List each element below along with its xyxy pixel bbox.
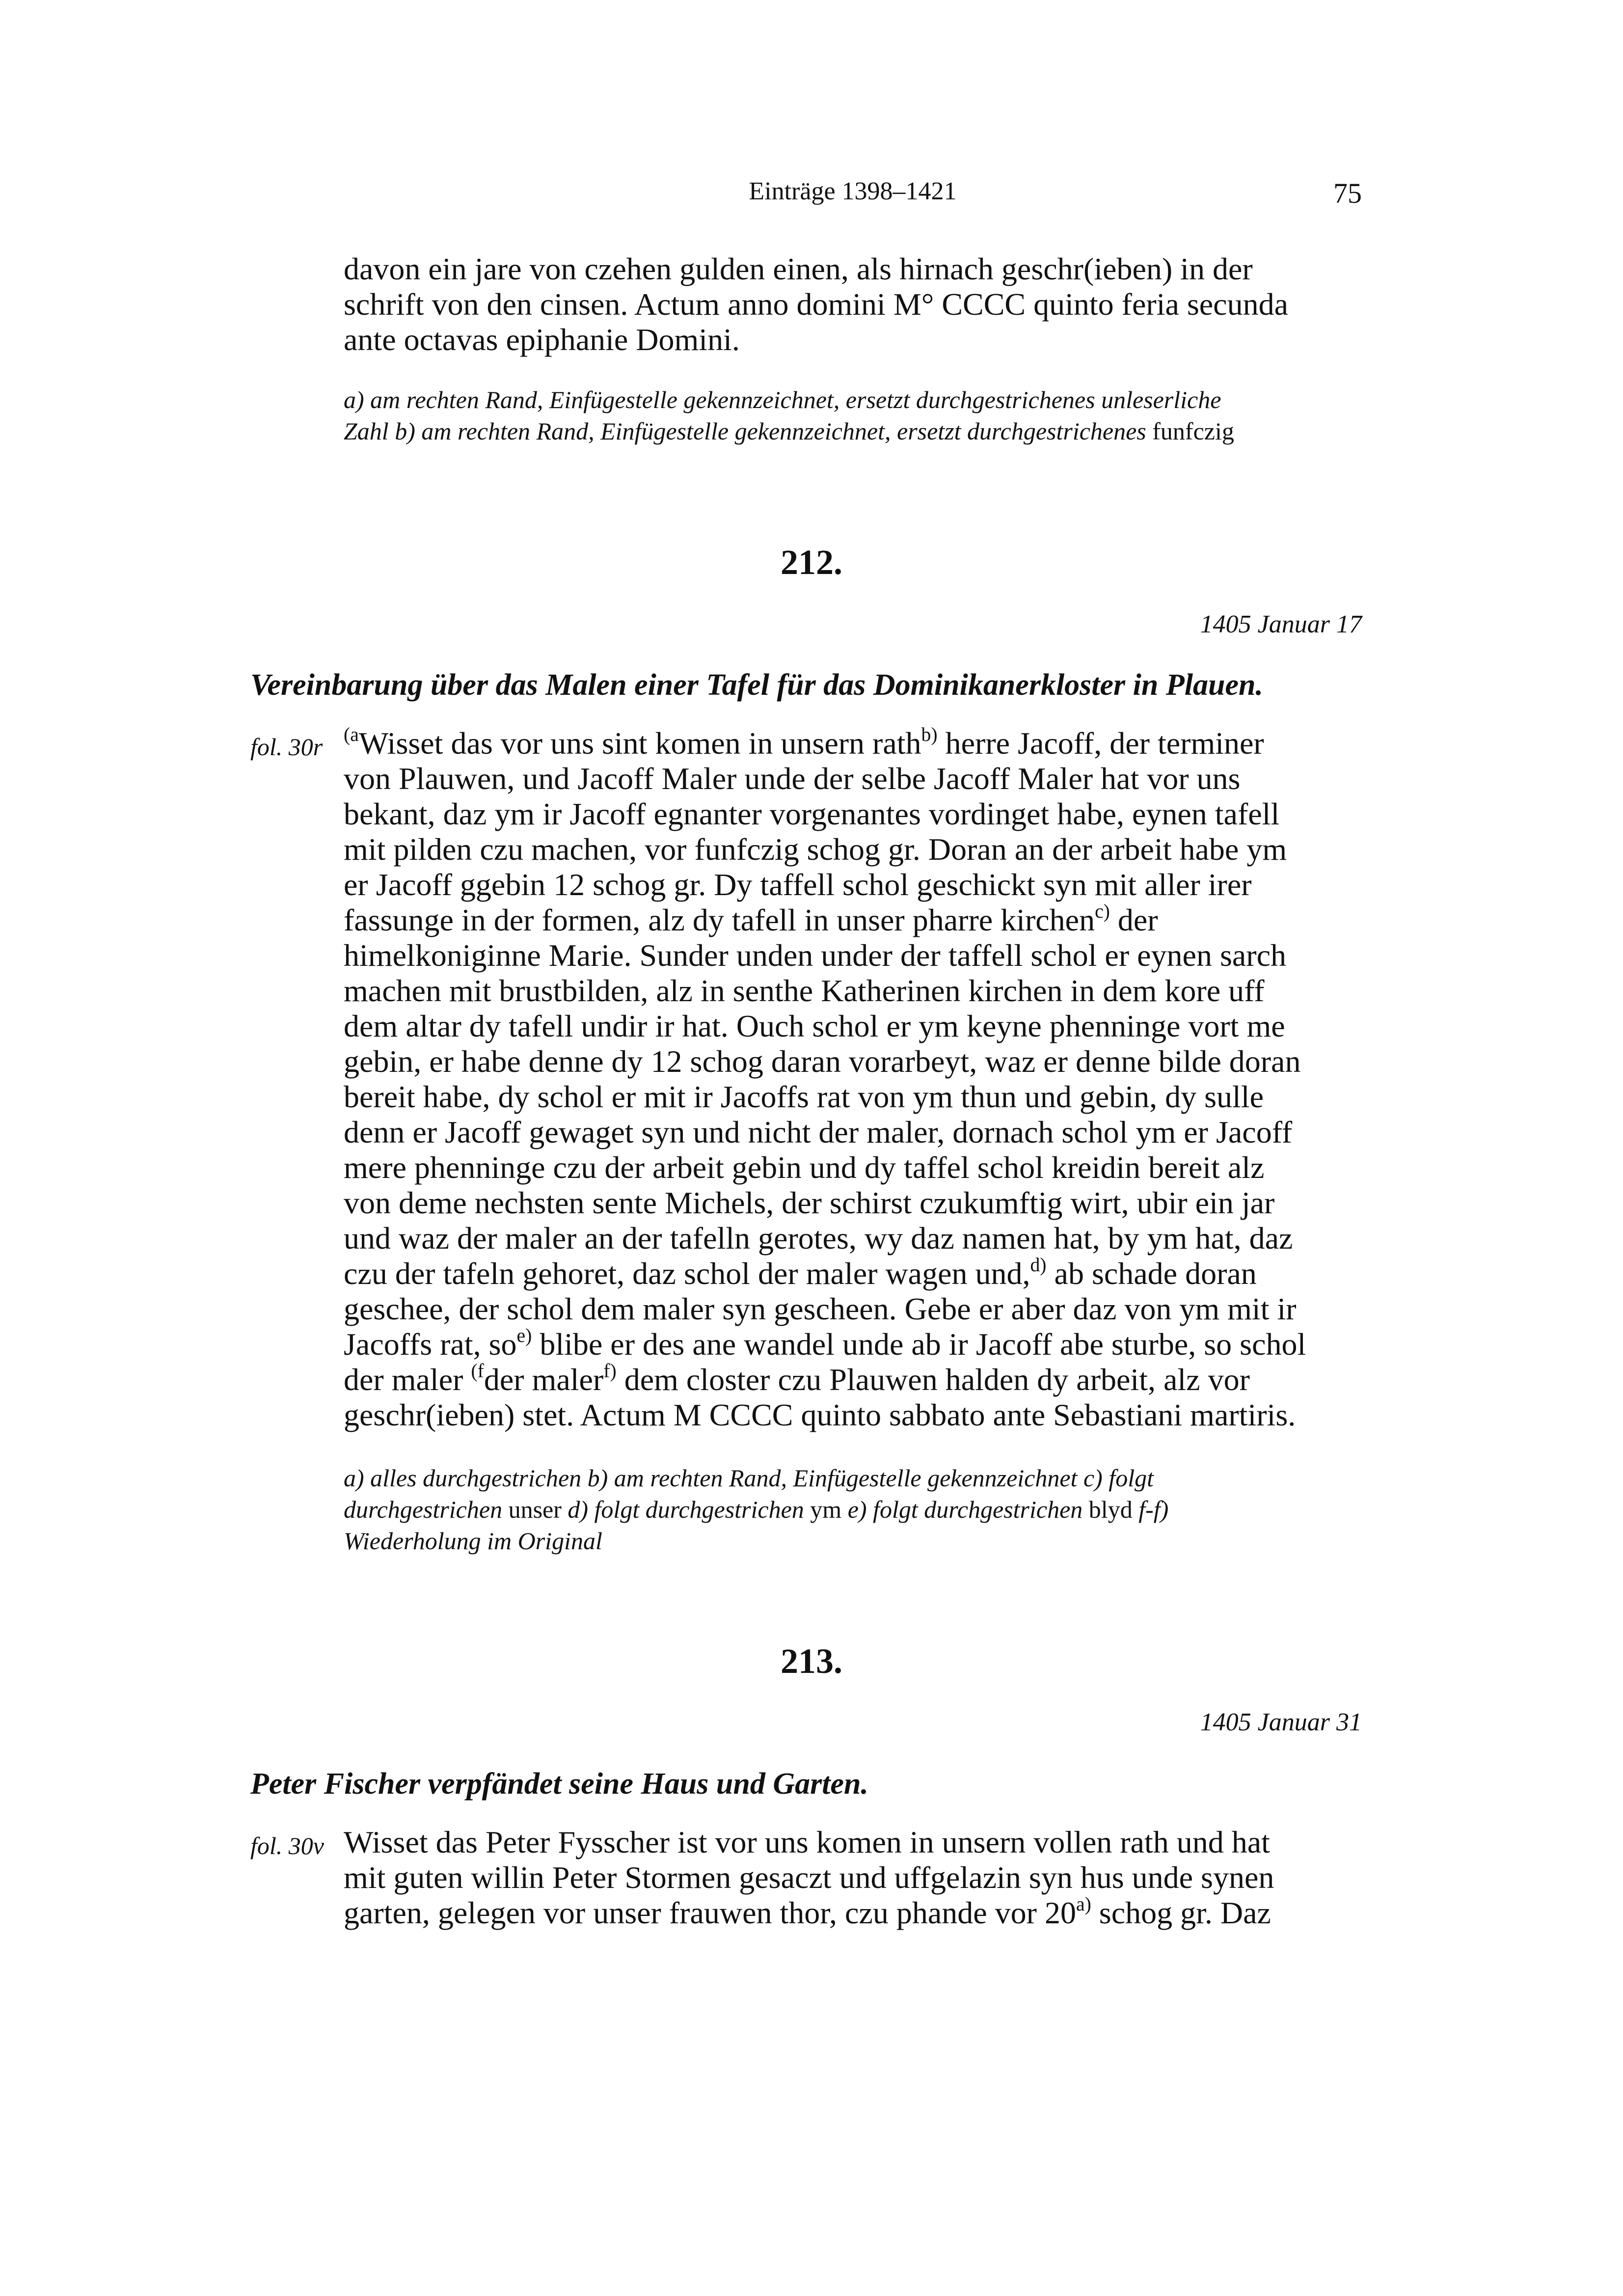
header-title: Einträge 1398–1421: [749, 177, 957, 205]
text-line: himelkoniginne Marie. Sunder unden under der taffell schol er eynen sarch: [344, 938, 1286, 973]
text-line: er Jacoff ggebin 12 schog gr. Dy taffell schol geschickt syn mit aller irer: [344, 867, 1252, 902]
entry-title-213: Peter Fischer verpfändet seine Haus und Garten.: [250, 1767, 868, 1801]
text-line: bekant, daz ym ir Jacoff egnanter vorgenantes vordinget habe, eynen tafell: [344, 796, 1280, 831]
running-header: [344, 177, 1362, 216]
text-line: bereit habe, dy schol er mit ir Jacoffs rat von ym thun und gebin, dy sulle: [344, 1079, 1264, 1114]
footnote-line: durchgestrichen unser d) folgt durchgestrichen ym e) folgt durchgestrichen blyd f-f): [344, 1496, 1169, 1523]
text-line: czu der tafeln gehoret, daz schol der maler wagen und,$^{d)}$ ab schade doran: [344, 1254, 1257, 1291]
entry-number-212: 212.: [781, 543, 842, 582]
footnote-line: a) am rechten Rand, Einfügestelle gekennzeichnet, ersetzt durchgestrichenes unleserliche: [344, 386, 1221, 413]
folio-marker-212: fol. 30r: [250, 733, 323, 761]
entry-date-213: 1405 Januar 31: [1200, 1708, 1362, 1736]
note-marker: f): [603, 1360, 617, 1382]
text-line: Jacoffs rat, $so^{e)}$ blibe er des ane wandel unde ab ir Jacoff abe sturbe, so schol: [344, 1325, 1306, 1362]
note-marker: c): [1095, 901, 1110, 923]
folio-marker-213: fol. 30v: [250, 1832, 324, 1859]
text-line: $^{(a}$Wisset das vor uns sint komen in unsern rath$^{b)}$ herre Jacoff, der terminer: [344, 724, 1264, 761]
note-marker: a): [1076, 1893, 1091, 1915]
carryover-footnotes: [344, 384, 1362, 447]
text-line: denn er Jacoff gewaget syn und nicht der maler, dornach schol ym er Jacoff: [344, 1115, 1293, 1149]
text-line: geschr(ieben) stet. Actum M CCCC quinto sabbato ante Sebastiani martiris.: [344, 1397, 1296, 1432]
note-marker: e): [516, 1325, 532, 1347]
text-line: gebin, er habe denne dy 12 schog daran vorarbeyt, waz er denne bilde doran: [344, 1044, 1301, 1079]
carryover-line: davon ein jare von czehen gulden einen, als hirnach geschr(ieben) in der: [344, 251, 1253, 286]
carryover-line: ante octavas epiphanie Domini.: [344, 322, 740, 357]
footnote-text: Zahl b) am rechten Rand, Einfügestelle gekennzeichnet, ersetzt durchgestrichenes: [344, 417, 1153, 445]
text-line: Wisset das Peter Fysscher ist vor uns komen in unsern vollen rath und hat: [344, 1825, 1270, 1859]
text-line: mere phenninge czu der arbeit gebin und dy taffel schol kreidin bereit alz: [344, 1150, 1265, 1185]
text-line: garten, gelegen vor unser frauwen thor, czu phande vor 20$^{a)}$ schog gr. Daz: [344, 1893, 1271, 1930]
entry-date-212: 1405 Januar 17: [1200, 610, 1362, 638]
text-line: dem altar dy tafell undir ir hat. Ouch schol er ym keyne phenninge vort me: [344, 1009, 1285, 1043]
carryover-text: [344, 251, 1362, 357]
text-line: machen mit brustbilden, alz in senthe Katherinen kirchen in dem kore uff: [344, 973, 1265, 1008]
entry-text-212: [344, 726, 1362, 1433]
note-marker: d): [1030, 1254, 1047, 1276]
footnote-line: Wiederholung im Original: [344, 1527, 602, 1555]
text-line: fassunge in der formen, alz dy tafell in unser pharre kirchen$^{c)}$ der: [344, 901, 1158, 937]
note-marker: (a: [344, 724, 359, 746]
entry-footnotes-212: [344, 1462, 1362, 1557]
footnote-line: a) alles durchgestrichen b) am rechten Rand, Einfügestelle gekennzeichnet c) folgt: [344, 1464, 1154, 1492]
text-line: der maler $^{(f}$der maler$^{f)}$ dem closter czu Plauwen halden dy arbeit, alz vor: [344, 1360, 1250, 1397]
text-line: geschee, der schol dem maler syn gescheen. Gebe er aber daz von ym mit ir: [344, 1291, 1297, 1326]
footnote-quoted-word: funfczig: [1152, 417, 1234, 445]
entry-title-212: Vereinbarung über das Malen einer Tafel für das Dominikanerkloster in Plauen.: [250, 668, 1263, 702]
note-marker: (f: [471, 1360, 484, 1382]
text-line: und waz der maler an der tafelln gerotes, wy daz namen hat, by ym hat, daz: [344, 1221, 1293, 1256]
entry-text-213: [344, 1825, 1362, 1931]
page-number: 75: [1333, 177, 1362, 209]
carryover-line: schrift von den cinsen. Actum anno domini M° CCCC quinto feria secunda: [344, 287, 1288, 322]
text-line: von deme nechsten sente Michels, der schirst czukumftig wirt, ubir ein jar: [344, 1185, 1275, 1220]
footnote-line: [344, 415, 1362, 447]
text-line: von Plauwen, und Jacoff Maler unde der selbe Jacoff Maler hat vor uns: [344, 761, 1241, 796]
entry-number-213: 213.: [781, 1641, 842, 1681]
text-line: mit guten willin Peter Stormen gesaczt und uffgelazin syn hus unde synen: [344, 1860, 1274, 1895]
text-line: mit pilden czu machen, vor funfczig schog gr. Doran an der arbeit habe ym: [344, 832, 1287, 867]
note-marker: b): [921, 724, 938, 746]
